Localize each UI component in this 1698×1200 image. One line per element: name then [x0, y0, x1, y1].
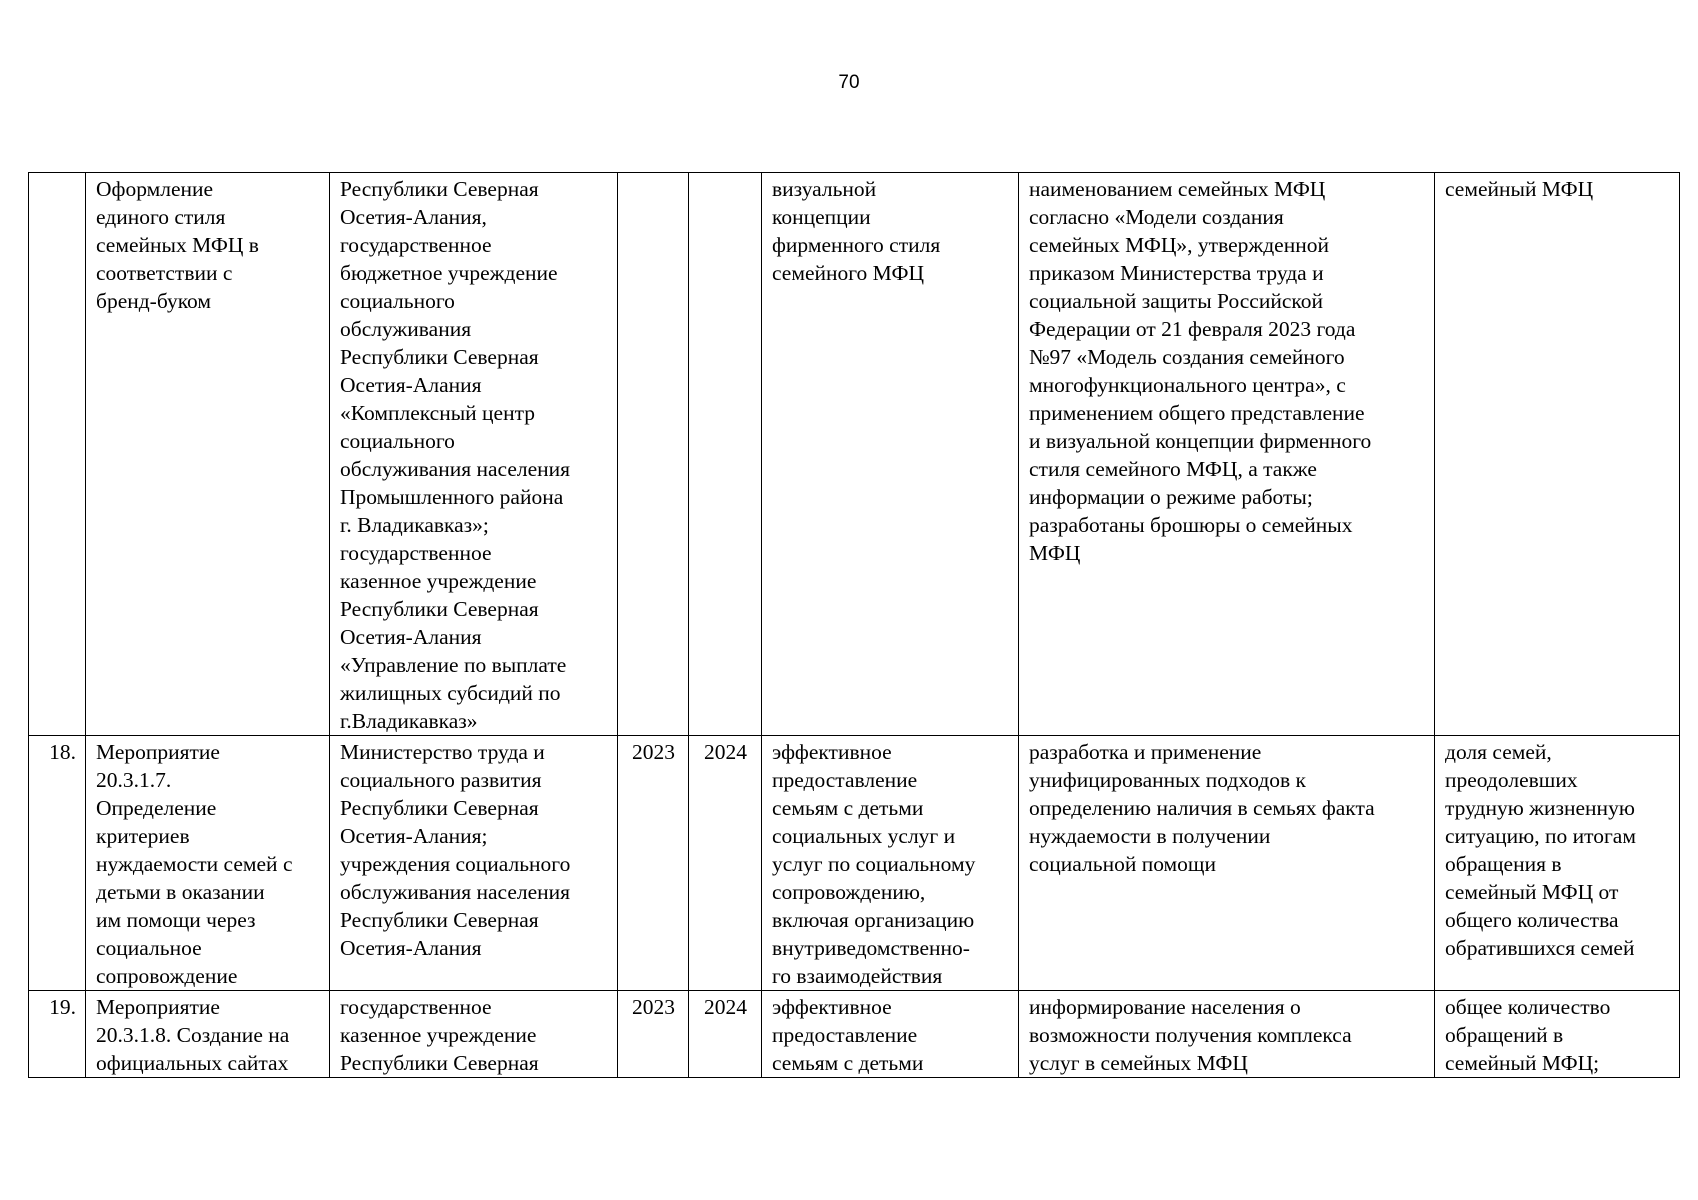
end-year-cell: 2024 — [689, 991, 762, 1078]
table-row — [29, 173, 1680, 736]
measure-cell: Мероприятие 20.3.1.7. Определение критериев нуждаемости семей с детьми в оказании им помощи через социальное сопровождение — [86, 736, 330, 991]
description-cell: разработка и применение унифицированных подходов к определению наличия в семьях факта нуждаемости в получении социальной помощи — [1019, 736, 1435, 991]
table-row — [29, 991, 1680, 1078]
indicator-cell: семейный МФЦ — [1435, 173, 1680, 736]
indicator-cell: общее количество обращений в семейный МФЦ; — [1435, 991, 1680, 1078]
executor-cell: государственное казенное учреждение Республики Северная — [330, 991, 618, 1078]
measures-table — [28, 172, 1680, 1078]
end-year-cell: 2024 — [689, 736, 762, 991]
start-year-cell: 2023 — [618, 736, 689, 991]
table-row — [29, 736, 1680, 991]
measure-cell: Оформление единого стиля семейных МФЦ в соответствии с бренд-буком — [86, 173, 330, 736]
indicator-cell: доля семей, преодолевших трудную жизненную ситуацию, по итогам обращения в семейный МФЦ от общего количества обратившихся семей — [1435, 736, 1680, 991]
description-cell: наименованием семейных МФЦ согласно «Модели создания семейных МФЦ», утвержденной приказом Министерства труда и социальной защиты Российской Федерации от 21 февраля 2023 года №97 «Модель создания семейного многофункционального центра», с применением общего представление и визуальной концепции фирменного стиля семейного МФЦ, а также информации о режиме работы; разработаны брошюры о семейных МФЦ — [1019, 173, 1435, 736]
result-cell: эффективное предоставление семьям с детьми — [762, 991, 1019, 1078]
row-number-cell: 19. — [29, 991, 86, 1078]
end-year-cell — [689, 173, 762, 736]
description-cell: информирование населения о возможности получения комплекса услуг в семейных МФЦ — [1019, 991, 1435, 1078]
row-number-cell: 18. — [29, 736, 86, 991]
start-year-cell: 2023 — [618, 991, 689, 1078]
executor-cell: Министерство труда и социального развития Республики Северная Осетия-Алания; учреждения социального обслуживания населения Республики Северная Осетия-Алания — [330, 736, 618, 991]
result-cell: визуальной концепции фирменного стиля семейного МФЦ — [762, 173, 1019, 736]
measure-cell: Мероприятие 20.3.1.8. Создание на официальных сайтах — [86, 991, 330, 1078]
result-cell: эффективное предоставление семьям с детьми социальных услуг и услуг по социальному сопровождению, включая организацию внутриведомственно- го взаимодействия — [762, 736, 1019, 991]
page-number: 70 — [838, 72, 860, 93]
start-year-cell — [618, 173, 689, 736]
executor-cell: Республики Северная Осетия-Алания, государственное бюджетное учреждение социального обслуживания Республики Северная Осетия-Алания «Комплексный центр социального обслуживания населения Промышленного района г. Владикавказ»; государственное казенное учреждение Республики Северная Осетия-Алания «Управление по выплате жилищных субсидий по г.Владикавказ» — [330, 173, 618, 736]
row-number-cell — [29, 173, 86, 736]
